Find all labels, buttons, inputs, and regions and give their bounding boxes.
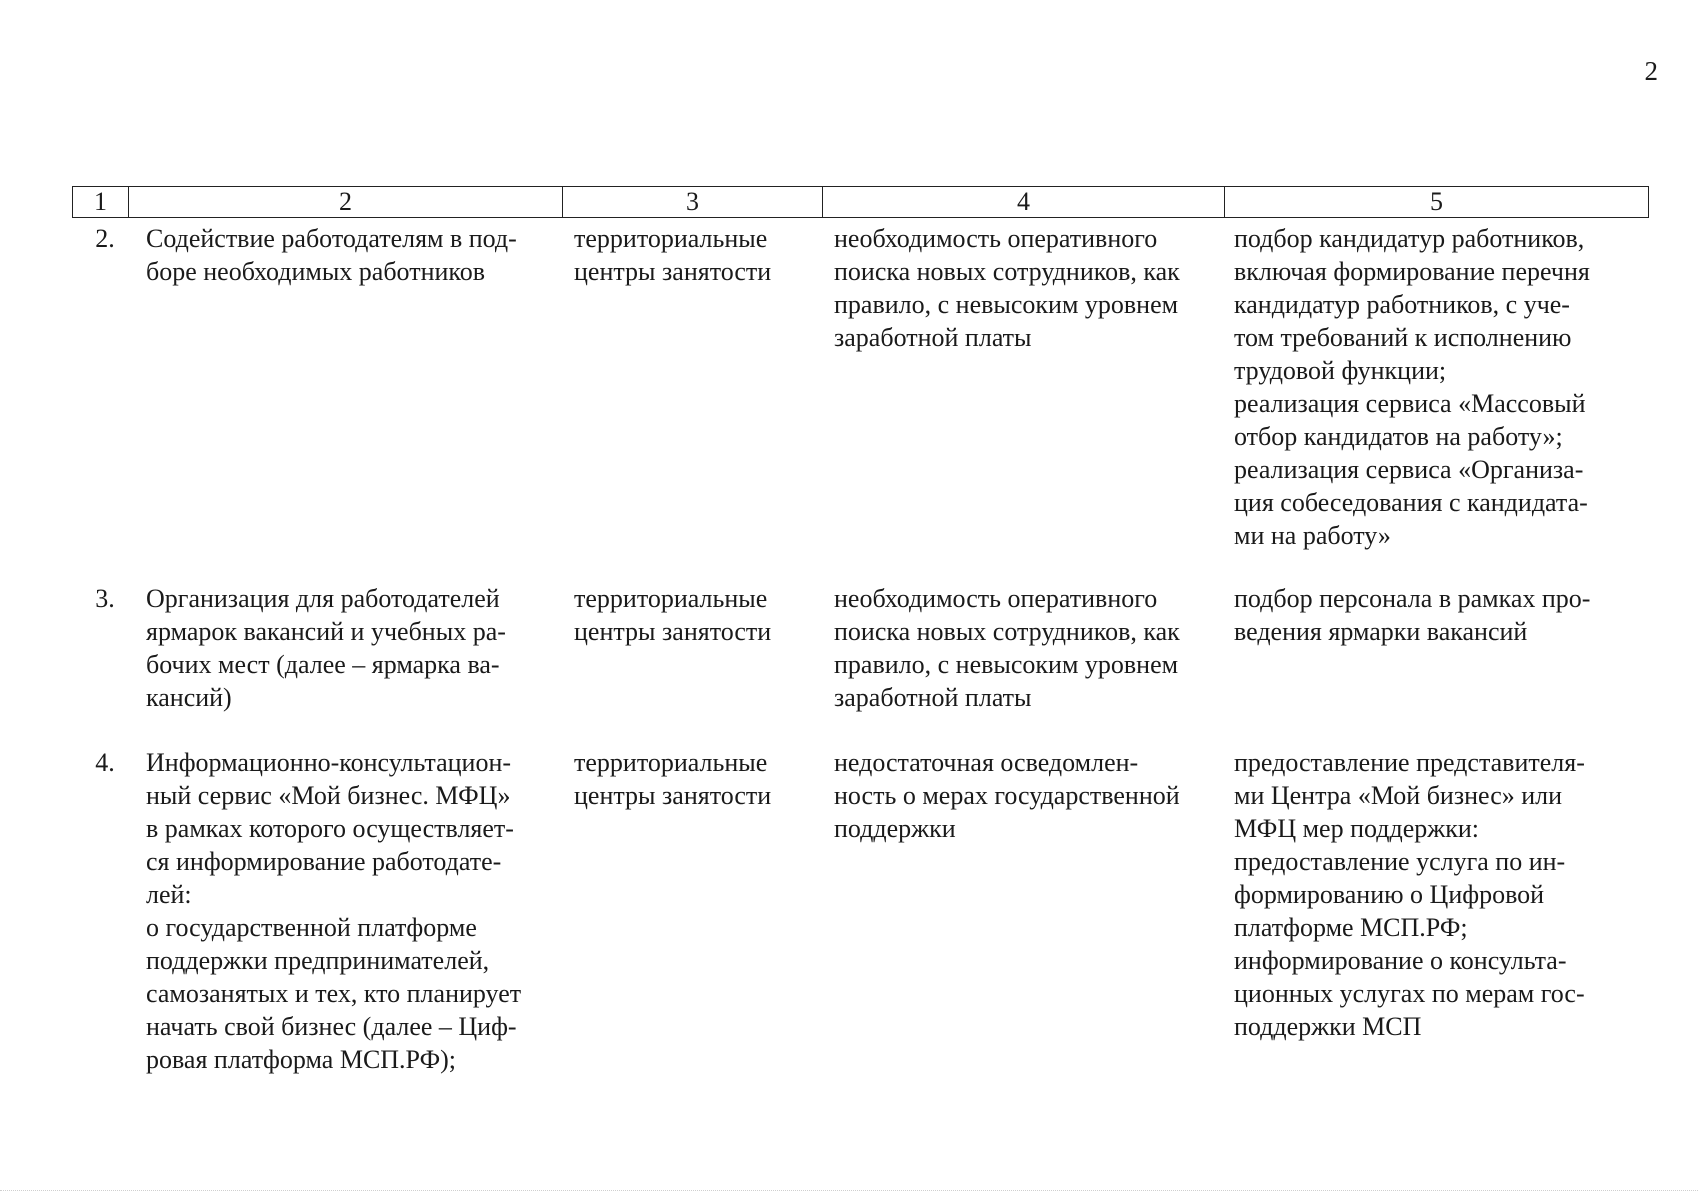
header-col-1: 1: [73, 187, 129, 218]
row-number: 2.: [95, 224, 115, 253]
measure-name: Информационно-консультацион- ный сервис «Мой бизнес. МФЦ» в рамках которого осуществляет- ся информирование работодате- лей: о государственной платформе поддержки предпринимателей, самозанятых и тех, кто планирует начать свой бизнес (далее – Циф- ровая платформа МСП.РФ);: [146, 748, 522, 1074]
page-number: 2: [1644, 56, 1658, 86]
solution-description: подбор кандидатур работников, включая формирование перечня кандидатур работников, с уче- том требований к исполнению трудовой функции; реализация сервиса «Массовый отбор кандидатов на работу»; реализация сервиса «Организа- ция собеседования с кандидата- ми на работу»: [1234, 224, 1590, 550]
problem-description: необходимость оперативного поиска новых сотрудников, как правило, с невысоким уровнем заработной платы: [834, 224, 1180, 352]
row-number: 4.: [95, 748, 115, 777]
row-number: 3.: [95, 584, 115, 613]
column-number-header: [72, 186, 1649, 218]
table-row: [72, 222, 1648, 582]
table-body: [72, 222, 1648, 1086]
table-row: [72, 582, 1648, 746]
solution-description: подбор персонала в рамках про- ведения ярмарки вакансий: [1234, 584, 1591, 646]
header-col-2: 2: [129, 187, 563, 218]
responsible-body: территориальные центры занятости: [574, 748, 772, 810]
solution-description: предоставление представителя- ми Центра «Мой бизнес» или МФЦ мер поддержки: предоставление услуга по ин- формированию о Цифровой платформе МСП.РФ; информирование о консульта- ционных услугах по мерам гос- поддержки МСП: [1234, 748, 1585, 1041]
problem-description: недостаточная осведомлен- ность о мерах государственной поддержки: [834, 748, 1180, 843]
header-col-4: 4: [823, 187, 1225, 218]
responsible-body: территориальные центры занятости: [574, 584, 772, 646]
measure-name: Организация для работодателей ярмарок вакансий и учебных ра- бочих мест (далее – ярмарка ва- кансий): [146, 584, 506, 712]
header-col-3: 3: [563, 187, 823, 218]
responsible-body: территориальные центры занятости: [574, 224, 772, 286]
table-row: [72, 746, 1648, 1086]
header-col-5: 5: [1225, 187, 1649, 218]
problem-description: необходимость оперативного поиска новых сотрудников, как правило, с невысоким уровнем заработной платы: [834, 584, 1180, 712]
scan-edge-line: [0, 1190, 1698, 1192]
measure-name: Содействие работодателям в под- боре необходимых работников: [146, 224, 517, 286]
